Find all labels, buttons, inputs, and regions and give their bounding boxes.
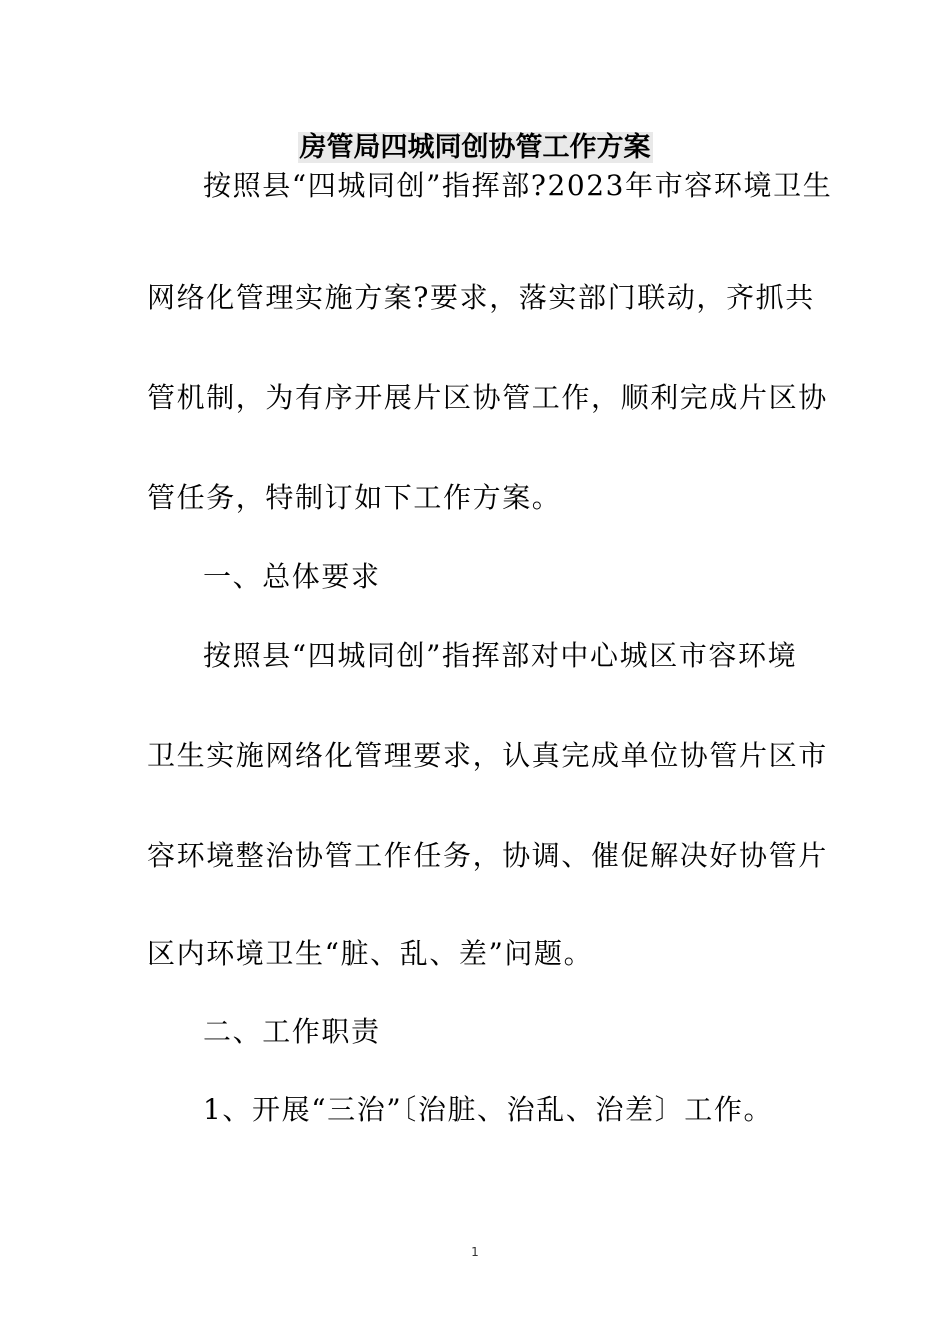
paragraph-line: 卫生实施网络化管理要求，认真完成单位协管片区市 <box>147 739 828 772</box>
section-heading: 一、总体要求 <box>203 560 381 593</box>
page-number: 1 <box>471 1245 479 1259</box>
document-title-text: 房管局四城同创协管工作方案 <box>299 132 651 163</box>
paragraph-line: 1、开展“三治”〔治脏、治乱、治差〕工作。 <box>203 1093 774 1126</box>
section-heading: 二、工作职责 <box>203 1015 381 1048</box>
paragraph-line: 管机制，为有序开展片区协管工作，顺利完成片区协 <box>147 381 828 414</box>
paragraph-line: 按照县“四城同创”指挥部?2023年市容环境卫生 <box>203 169 833 202</box>
paragraph-line: 网络化管理实施方案?要求，落实部门联动，齐抓共 <box>147 281 815 314</box>
paragraph-line: 管任务，特制订如下工作方案。 <box>147 481 562 514</box>
paragraph-line: 按照县“四城同创”指挥部对中心城区市容环境 <box>203 639 798 672</box>
paragraph-line: 容环境整治协管工作任务，协调、催促解决好协管片 <box>147 839 828 872</box>
document-title <box>0 128 950 168</box>
paragraph-line: 区内环境卫生“脏、乱、差”问题。 <box>147 937 594 970</box>
